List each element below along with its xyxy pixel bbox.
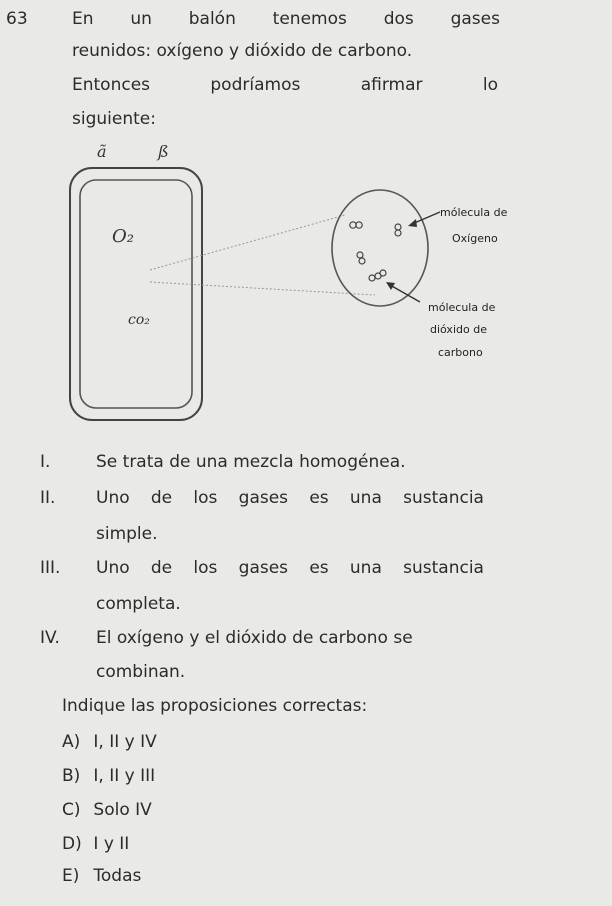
word: es	[309, 488, 329, 508]
word: los	[193, 558, 218, 578]
word: de	[150, 558, 173, 578]
proposition-numeral: I.	[40, 452, 51, 472]
co2-molecule-label-3: carbono	[438, 346, 483, 359]
word: es	[309, 558, 329, 578]
question-line-3	[72, 72, 498, 98]
word: sustancia	[403, 488, 484, 508]
word: tenemos	[272, 9, 347, 29]
option-text: I y II	[93, 834, 130, 854]
balloon-diagram	[0, 130, 612, 430]
proposition-3-line2: completa.	[96, 594, 181, 614]
option-e[interactable]	[62, 866, 141, 886]
word: una	[349, 558, 382, 578]
proposition-2-line2: simple.	[96, 524, 158, 544]
handwritten-mark-right: ß	[158, 142, 169, 161]
word: Uno	[96, 488, 130, 508]
option-text: Solo IV	[93, 800, 152, 820]
option-d[interactable]	[62, 834, 129, 854]
label-o2: O₂	[112, 226, 134, 247]
co2-molecule-label-2: dióxido de	[430, 323, 487, 336]
word: una	[349, 488, 382, 508]
word: de	[150, 488, 173, 508]
word: sustancia	[403, 558, 484, 578]
magnified-circle	[332, 190, 428, 306]
word: un	[130, 9, 152, 29]
word: gases	[238, 558, 289, 578]
option-letter: C)	[62, 800, 81, 820]
proposition-numeral: III.	[40, 558, 61, 578]
option-text: I, II y IV	[93, 732, 157, 752]
word: gases	[450, 9, 500, 29]
word: Entonces	[72, 75, 151, 95]
word: Uno	[96, 558, 130, 578]
word: balón	[188, 9, 236, 29]
zoom-line-top	[150, 215, 345, 270]
option-a[interactable]	[62, 732, 157, 752]
option-text: Todas	[93, 866, 142, 886]
option-b[interactable]	[62, 766, 155, 786]
answer-prompt: Indique las proposiciones correctas:	[62, 696, 368, 716]
option-letter: B)	[62, 766, 81, 786]
arrowhead-oxygen	[408, 219, 417, 227]
co2-molecule-label-1: mólecula de	[428, 301, 496, 314]
question-number: 63	[6, 9, 28, 29]
question-line-1	[72, 6, 500, 32]
proposition-3	[40, 558, 484, 578]
option-text: I, II y III	[93, 766, 156, 786]
proposition-2	[40, 488, 484, 508]
word: dos	[383, 9, 414, 29]
option-c[interactable]	[62, 800, 152, 820]
word: los	[193, 488, 218, 508]
zoom-line-bottom	[150, 282, 375, 295]
molecule-group	[350, 222, 401, 281]
container-inner	[80, 180, 192, 408]
proposition-1	[40, 452, 406, 472]
proposition-text-line1	[96, 558, 484, 578]
option-letter: E)	[62, 866, 80, 886]
proposition-numeral: IV.	[40, 628, 60, 648]
proposition-numeral: II.	[40, 488, 56, 508]
arrowhead-co2	[386, 282, 395, 290]
oxygen-molecule-label-1: mólecula de	[440, 206, 508, 219]
proposition-4	[40, 628, 413, 648]
question-line-2: reunidos: oxígeno y dióxido de carbono.	[72, 41, 413, 61]
proposition-text-line1	[96, 488, 484, 508]
proposition-4-line2: combinan.	[96, 662, 186, 682]
word: podríamos	[210, 75, 301, 95]
word: afirmar	[360, 75, 423, 95]
oxygen-molecule-label-2: Oxígeno	[452, 232, 498, 245]
proposition-text: Se trata de una mezcla homogénea.	[96, 452, 406, 472]
handwritten-mark-left: ã	[97, 142, 107, 161]
container-outer	[70, 168, 202, 420]
label-co2: co₂	[128, 312, 150, 328]
option-letter: A)	[62, 732, 81, 752]
word: En	[72, 9, 94, 29]
question-line-4: siguiente:	[72, 109, 156, 129]
proposition-text-line1: El oxígeno y el dióxido de carbono se	[96, 628, 413, 648]
option-letter: D)	[62, 834, 82, 854]
word: gases	[238, 488, 289, 508]
word: lo	[482, 75, 498, 95]
